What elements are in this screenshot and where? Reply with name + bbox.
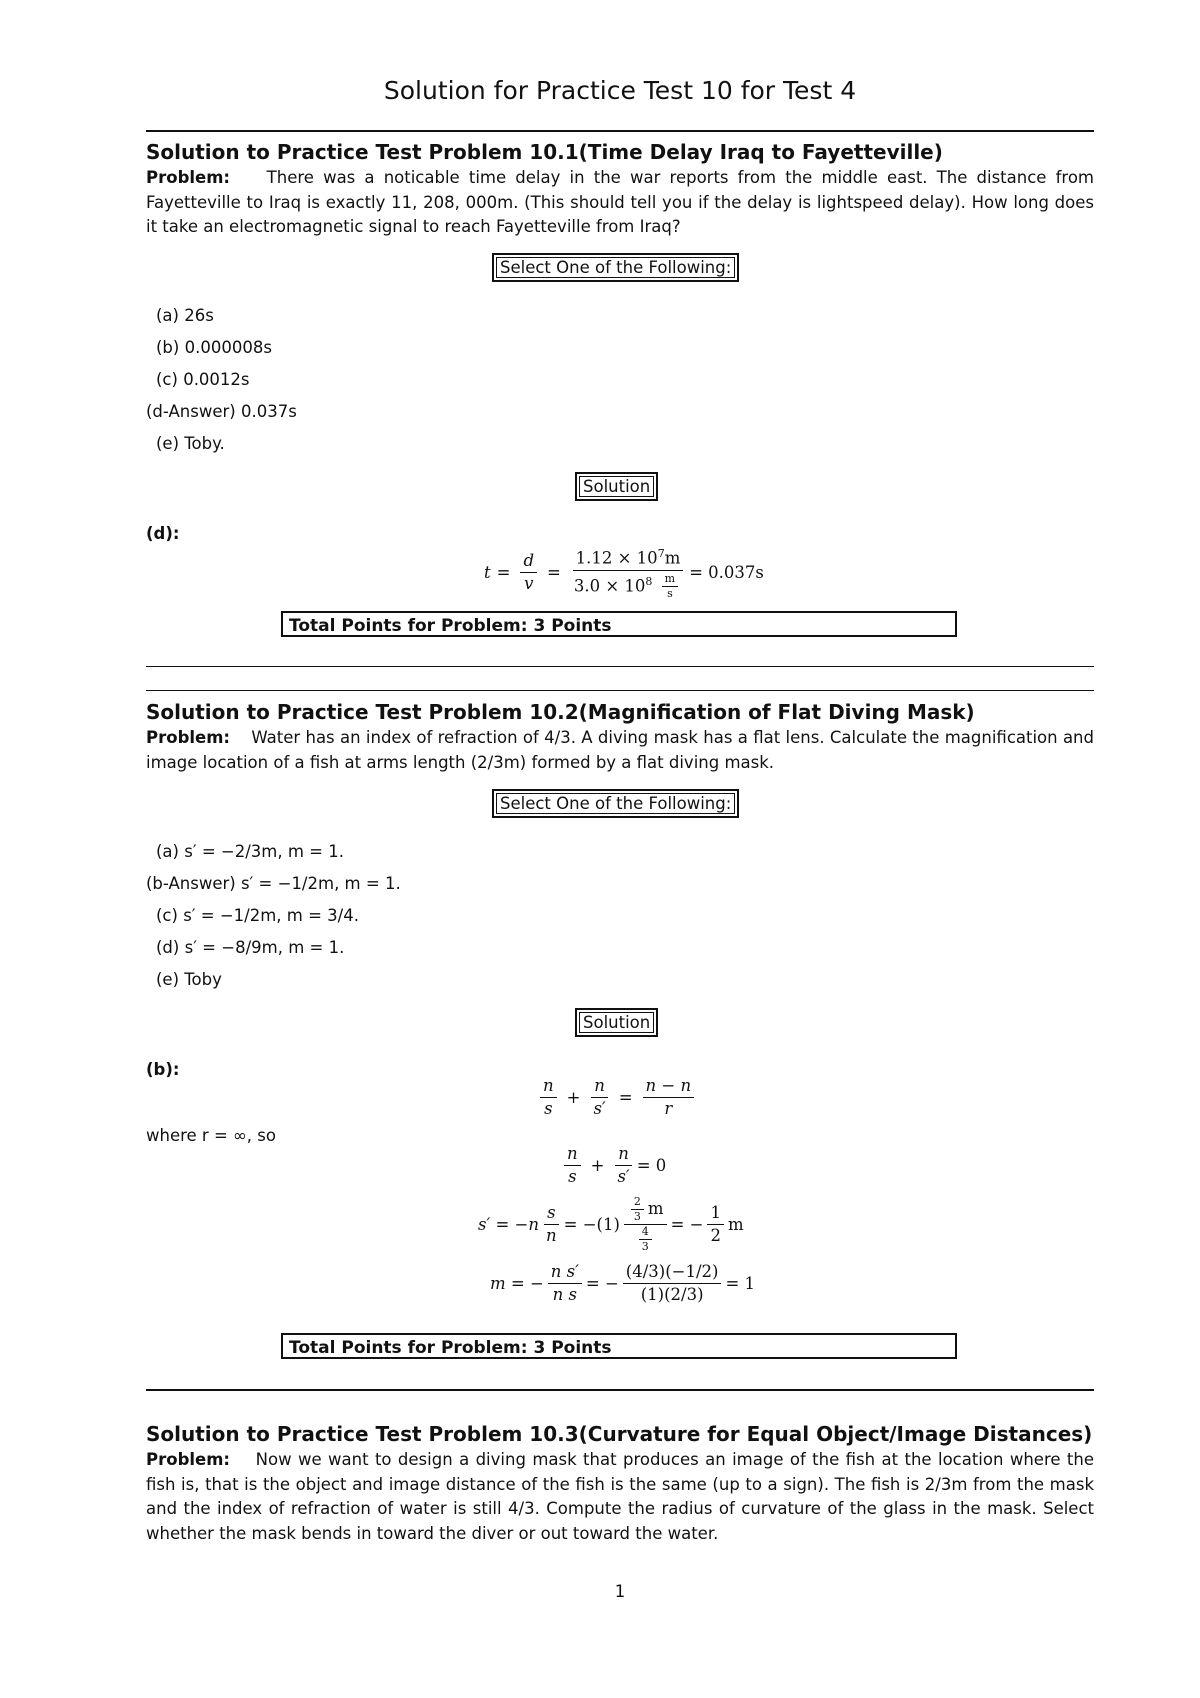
eq4-lhs: m = − [490, 1274, 544, 1293]
choice-e: (e) Toby [156, 970, 222, 989]
problem-text [146, 1448, 1094, 1546]
eq1-s1: s [544, 1099, 553, 1118]
problem-statement: There was a noticable time delay in the war reports from the middle east. The distance from Fayetteville to Iraq is exactly 11, 208, 000m. (This should tell you if the delay is lightspeed delay). How long does it take an electromagnetic signal to reach Fayetteville from Iraq? [146, 168, 1095, 236]
equation-refraction: $\frac{n}{s}$ + $\frac{n}{s'}$ = $\frac{n - n}{r}$ [536, 1076, 698, 1119]
problem-text [146, 166, 1094, 240]
divider [146, 666, 1094, 667]
problem-statement: Now we want to design a diving mask that produces an image of the fish at the location where the fish is, that is the object and image distance of the fish is the same (up to a sign). The fish is 2/3m from the mask and the index of refraction of water is still 4/3. Compute the radius of curvature of the glass in the mask. Select whether the mask bends in toward the diver or out toward the water. [146, 1450, 1095, 1543]
eq3-n: n [545, 1226, 557, 1245]
eq4-den: n s [552, 1285, 578, 1304]
eq3-s: s [547, 1203, 556, 1222]
document-title: Solution for Practice Test 10 for Test 4 [383, 76, 857, 105]
eq2-n1: n [567, 1144, 578, 1163]
page-number: 1 [614, 1582, 626, 1601]
eq3-f1d: 3 [633, 1210, 641, 1223]
choice-list [146, 300, 746, 460]
eq-num-exp: 7 [657, 547, 665, 560]
eq3-hn: 1 [707, 1203, 724, 1225]
eq-d: d [523, 550, 535, 570]
problem-label: Problem: [146, 1450, 231, 1469]
eq3-lhs: s′ = −n [478, 1215, 539, 1234]
problem-label: Problem: [146, 728, 231, 747]
problem-heading: Solution to Practice Test Problem 10.2(Magnification of Flat Diving Mask) [146, 700, 975, 724]
choice-b-answer: (b-Answer) s′ = −1/2m, m = 1. [146, 874, 401, 893]
eq4-top: (4/3)(−1/2) [623, 1262, 722, 1284]
eq3-mid: = −(1) [563, 1215, 620, 1234]
eq-den: 3.0 × 10 [573, 576, 646, 595]
fraction-d-over-v [520, 551, 537, 594]
choice-d: (d) s′ = −8/9m, m = 1. [156, 938, 345, 957]
divider [146, 690, 1094, 691]
eq3-f1n: 2 [631, 1196, 644, 1210]
unit-den: s [667, 587, 673, 600]
problem-heading: Solution to Practice Test Problem 10.1(Time Delay Iraq to Fayetteville) [146, 140, 943, 164]
equation-magnification [490, 1262, 755, 1305]
divider [146, 1389, 1094, 1391]
eq-num-unit: m [664, 548, 681, 568]
eq-lhs: t [484, 562, 491, 582]
eq2-s2: s′ [617, 1167, 630, 1186]
select-box: Select One of the Following: [492, 789, 739, 818]
equation-flat-lens: $\frac{n}{s}$ + $\frac{n}{s'}$ = 0 [560, 1144, 666, 1187]
eq-result: = 0.037s [689, 562, 764, 582]
eq3-f2n: 4 [639, 1226, 652, 1240]
eq-v: v [524, 573, 534, 593]
equation-time-delay: t = $\frac{d}{v}$ = $1.12 \times 10^7m$ $3.0 \times 10^8$ $\frac{m}{s}$ = 0.037s [484, 544, 764, 600]
unit-fraction [662, 573, 678, 600]
eq4-rhs: = 1 [725, 1274, 756, 1293]
eq3-f2d: 3 [641, 1240, 649, 1253]
fraction-values [571, 544, 685, 600]
eq1-num-r: n − n [645, 1076, 692, 1095]
choice-d-answer: (d-Answer) 0.037s [146, 402, 297, 421]
eq3-eq: = − [670, 1215, 704, 1234]
answer-label: (d): [146, 524, 180, 543]
eq4-num: n s′ [550, 1262, 579, 1281]
eq3-m1: m [647, 1199, 664, 1218]
answer-label: (b): [146, 1060, 180, 1079]
eq-num: 1.12 × 10 [575, 548, 658, 568]
equation-image-distance [478, 1196, 744, 1253]
solution-box: Solution [575, 1008, 658, 1037]
eq2-n2: n [618, 1144, 629, 1163]
choice-e: (e) Toby. [156, 434, 225, 453]
divider [146, 130, 1094, 132]
choice-a: (a) 26s [156, 306, 214, 325]
unit-num: m [662, 573, 678, 587]
eq2-s1: s [568, 1167, 577, 1186]
choice-c: (c) s′ = −1/2m, m = 3/4. [156, 906, 359, 925]
problem-statement: Water has an index of refraction of 4/3. A diving mask has a flat lens. Calculate the magnification and image location of a fish at arms length (2/3m) formed by a flat diving mask. [146, 728, 1094, 772]
eq-den-exp: 8 [645, 574, 653, 588]
problem-label: Problem: [146, 168, 231, 187]
eq2-rhs: = 0 [636, 1156, 667, 1175]
problem-text [146, 726, 1094, 775]
eq4-bot: (1)(2/3) [640, 1285, 704, 1304]
problem-heading: Solution to Practice Test Problem 10.3(Curvature for Equal Object/Image Distances) [146, 1422, 1093, 1446]
choice-b: (b) 0.000008s [156, 338, 272, 357]
total-points-box: Total Points for Problem: 3 Points [281, 1333, 957, 1359]
eq1-n1: n [543, 1076, 554, 1095]
eq1-s2: s′ [593, 1099, 606, 1118]
choice-c: (c) 0.0012s [156, 370, 250, 389]
choice-list [146, 836, 746, 996]
eq3-hd: 2 [710, 1226, 721, 1245]
solution-box: Solution [575, 472, 658, 501]
eq4-mid: = − [585, 1274, 619, 1293]
eq1-r: r [664, 1099, 673, 1118]
where-text: where r = ∞, so [146, 1126, 276, 1145]
select-box: Select One of the Following: [492, 253, 739, 282]
choice-a: (a) s′ = −2/3m, m = 1. [156, 842, 344, 861]
eq3-m2: m [727, 1215, 744, 1234]
eq1-n2: n [594, 1076, 605, 1095]
total-points-box: Total Points for Problem: 3 Points [281, 611, 957, 637]
